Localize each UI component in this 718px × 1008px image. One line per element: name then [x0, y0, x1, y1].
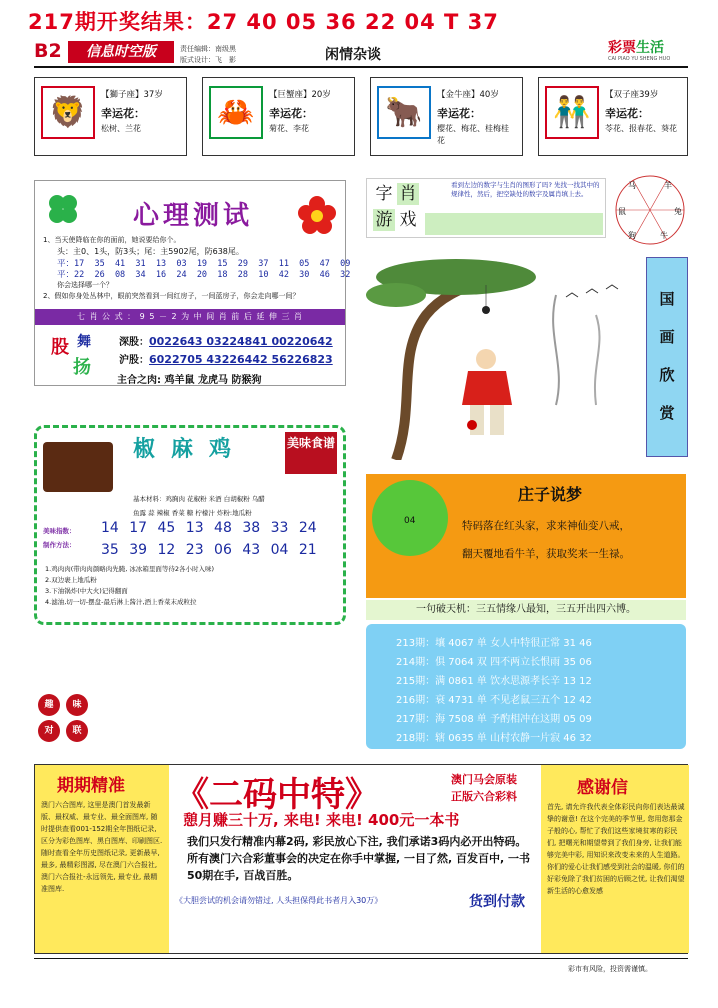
sz-numbers: 0022643 03224841 00220642	[149, 335, 333, 348]
ad-promise: 我们只发行精准内幕2码, 彩民放心下注, 我们承诺3码内必开出特码。所有澳门六合彩董事会的决定在你手中掌握, 一目了然, 百发百中, 一书50期在手, 百战百胜。	[187, 835, 531, 882]
psych-test-panel	[34, 180, 351, 386]
psych-q1: 1、当天使降临在你的面前，她说要给你个。	[43, 236, 181, 244]
zodiac-head: 幸运花：	[437, 107, 481, 120]
ad-big-title: 《二码中特》	[175, 775, 379, 815]
zodiac-card-cancer	[202, 77, 355, 156]
riddle-char: 肖	[397, 183, 419, 205]
record-row: 214期：俱 7064 双 四不两立长恨雨 35 06	[396, 657, 592, 668]
crab-icon: 🦀	[209, 86, 263, 139]
sh-label: 沪股：6022705 43226442 56226823	[119, 353, 333, 366]
zodiac-age: 【金牛座】40岁	[437, 90, 499, 100]
zodiac-age: 【双子座39岁	[605, 90, 659, 100]
riddle-box	[366, 178, 606, 238]
recipe-step: 3.下油锅炸(中大火)记得翻面	[45, 587, 128, 595]
zodiac-flowers: 樱花、梅花、桂梅桂花	[437, 124, 509, 145]
twins-icon: 👬	[545, 86, 599, 139]
formula-band: 七 肖 公 式 ： 9 5 － 2 为 中 间 肖 前 后 延 伸 三 肖	[35, 309, 345, 325]
ad-right	[541, 765, 689, 953]
dream-text: 特码落在红头家，求来神仙变八戒， 翻天覆地看牛羊，获取奖来一生禄。	[462, 520, 630, 560]
zodiac-age: 【獅子座】37岁	[101, 90, 163, 100]
thanks-text: 首先, 请允许我代表全体彩民向你们表达最诚挚的谢意! 在这个完美的季节里, 您用您那金子般的心, 帮忙了我们这些家境贫寒的彩民们, 把曙光和期望带到了我们身旁, 让我们能够完美中彩, 用知识来改变未来的人生道路。你们的爱心让我们感受到社会的温暖, 你们的好彩免除了我们贫困的后顾之忧, 让我们渴望新生活的心愈发感	[547, 803, 685, 895]
ad-left-head: 期期精准	[57, 776, 125, 796]
recipe-step: 4.滤油,切一切-摆盘-最后淋上酱汁,酒上香菜末成粒拉	[45, 598, 197, 606]
guohua-char: 画	[659, 328, 675, 346]
zodiac-flowers: 苓花、报春花、葵花	[605, 124, 677, 133]
clover-icon	[45, 191, 81, 227]
stock-logo: 股 舞 扬	[51, 334, 91, 378]
lion-icon: 🦁	[41, 86, 95, 139]
page-code: B2	[34, 40, 62, 62]
tasty-badge: 美味食谱	[285, 432, 337, 474]
dream-title: 庄子说梦	[518, 485, 583, 504]
editor: 责任编辑：南级黑	[180, 45, 236, 53]
couplet-lantern: 味	[66, 694, 88, 716]
guohua-banner	[646, 257, 688, 457]
riddle-text: 看到左边的数字与生肖的图形了吗? 先找一找其中的规律性，然后，把空缺处的数字及属肖填上去。	[451, 181, 600, 198]
ingredients-1: 基本材料：鸡胸肉 花椒粉 米酒 白胡椒粉 乌醋	[133, 495, 265, 503]
cod-button[interactable]: 货到付款	[469, 894, 525, 910]
couplet-lantern: 趣	[38, 694, 60, 716]
sz-label: 深股：0022643 03224841 00220642	[119, 335, 333, 348]
one-word-hint: 一句破天机：三五情缘八最知，三五开出四六博。	[366, 600, 686, 620]
wheel-label: 鼠	[618, 207, 626, 216]
zodiac-card-taurus	[370, 77, 523, 156]
recipe-step: 2.双边裹上地瓜粉	[45, 576, 97, 584]
zodiac-age: 【巨蟹座】20岁	[269, 90, 331, 100]
brand-subtitle: CAI PIAO YU SHENG HUO	[608, 56, 671, 62]
bull-icon: 🐂	[377, 86, 431, 139]
record-row: 216期：衰 4731 单 不见老鼠三五个 12 42	[396, 695, 592, 706]
riddle-char: 戏	[399, 210, 417, 230]
psych-q1b: 你会选择哪一个？	[57, 281, 113, 289]
footer-divider	[34, 958, 688, 959]
zodiac-flowers: 松树、兰花	[101, 124, 141, 133]
paper-name: 信息时空版	[68, 41, 174, 63]
headline-result: 217期开奖结果：27 40 05 36 22 04 T 37	[28, 10, 499, 34]
zodiac-head: 幸运花：	[605, 107, 649, 120]
history-records	[366, 624, 686, 749]
riddle-char: 游	[373, 209, 395, 231]
record-row: 213期：壤 4067 单 女人中特很正常 31 46	[396, 638, 592, 649]
designer: 版式设计：飞 影	[180, 56, 236, 64]
recipe-step: 1.鸡肉肉(带肉肉颜略肉先腌, 冰冰箱里面等待2各小时入味)	[45, 565, 215, 573]
riddle-answer-area	[425, 213, 603, 235]
ad-panel	[34, 764, 688, 954]
zodiac-head: 幸运花：	[269, 107, 313, 120]
psych-row-2: 平：22 26 08 34 16 24 20 18 28 10 42 30 46 32	[57, 270, 351, 280]
zodiac-head: 幸运花：	[101, 107, 145, 120]
zodiac-card-gemini	[538, 77, 688, 156]
index-label: 美味指数：	[43, 527, 76, 535]
guohua-char: 赏	[659, 404, 675, 422]
wheel-label: 牛	[660, 231, 668, 240]
ad-left-text: 澳门六合图库, 这里是澳门首发最新版、最权威、最专业、最全面图库, 随时提供查看001-152期全年图纸记录, 区分为彩色图库、黑白图库、印刷图区. 随时查看全年历史图纸记录, 更新最早, 最多, 最精彩图源, 尽在澳门六合报社, 澳门六合报社-永远领先, 最专业, 最精准图库.	[41, 801, 163, 893]
main-zodiac: 主合之肉: 鸡羊鼠 龙虎马 防猴狗	[117, 375, 262, 386]
section-title: 闲情杂谈	[325, 47, 381, 63]
guohua-char: 国	[659, 290, 675, 308]
record-row: 217期：海 7508 单 予酌相冲在这期 05 09	[396, 714, 592, 725]
recipe-numbers-1: 14 17 45 13 48 38 33 24	[101, 520, 317, 536]
wheel-label: 羊	[664, 181, 672, 190]
ad-side-text: 澳门马会原装 正版六合彩料	[451, 773, 517, 803]
wheel-label: 马	[628, 181, 636, 190]
footer-disclaimer: 彩市有风险，投资需谨慎。	[568, 965, 652, 973]
recipe-title: 椒麻鸡	[133, 437, 248, 462]
food-photo	[43, 442, 113, 492]
guohua-char: 欣	[659, 366, 675, 384]
zodiac-wheel	[612, 172, 688, 248]
psych-title: 心理测试	[133, 201, 254, 231]
ad-earn: 憩月赚三十万, 来电! 来电! 400元一本书	[183, 811, 460, 829]
ad-center	[169, 765, 541, 953]
method-label: 制作方法：	[43, 541, 76, 549]
brand-logo: 彩票生活	[608, 40, 664, 56]
dream-panel	[366, 474, 686, 598]
wheel-label: 狗	[628, 231, 636, 240]
couplet-lantern: 对	[38, 720, 60, 742]
wheel-label: 兔	[674, 207, 682, 216]
zodiac-card-leo	[34, 77, 187, 156]
record-row: 215期：满 0861 单 饮水思源孝长辛 13 12	[396, 676, 592, 687]
psych-q2: 2、假如你身处丛林中，眼前突然看到一间红房子，一间蓝房子，你会走向哪一间？	[43, 292, 300, 300]
ad-foot: 《大胆尝试的机会请勿错过, 人头担保得此书者月入30万》	[175, 896, 383, 905]
sh-numbers: 6022705 43226442 56226823	[149, 353, 333, 366]
flower-icon	[297, 195, 337, 235]
header-divider	[34, 66, 688, 68]
psych-heads: 头：主0、1头，防3头；尾：主5902尾，防638尾。	[57, 247, 244, 256]
recipe-numbers-2: 35 39 12 23 06 43 04 21	[101, 542, 317, 558]
psych-row-1: 平：17 35 41 31 13 03 19 15 29 37 11 05 47 09	[57, 259, 351, 269]
ad-left	[35, 765, 169, 953]
riddle-char: 字	[375, 184, 393, 204]
zodiac-flowers: 菊花、李花	[269, 124, 309, 133]
lotus-leaf-image: 04	[372, 480, 448, 556]
ink-painting	[356, 255, 642, 460]
couplet-lantern: 联	[66, 720, 88, 742]
thanks-head: 感谢信	[577, 778, 628, 798]
ingredients-2: 鱼露 蒜 辣椒 香菜 糖 柠檬汁 炸粉:地瓜粉	[133, 509, 252, 517]
record-row: 218期：辖 0635 单 山村农静一片寂 46 32	[396, 733, 592, 744]
recipe-panel	[34, 425, 346, 625]
